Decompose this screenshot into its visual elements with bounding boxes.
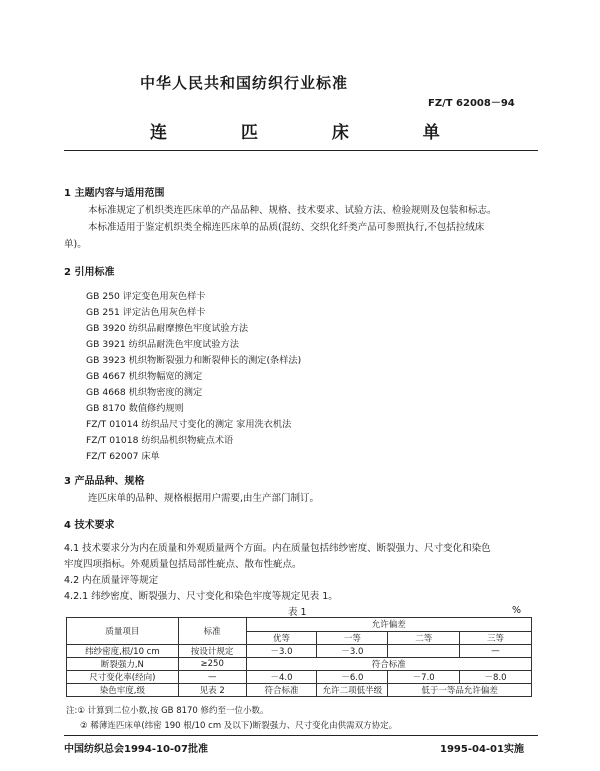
issuing-body: 中华人民共和国纺织行业标准 xyxy=(140,74,349,92)
table-row xyxy=(67,658,532,671)
table-row xyxy=(67,671,532,684)
section-4-heading: 4 技术要求 xyxy=(64,520,115,531)
cell-item: 纬纱密度,根/10 cm xyxy=(67,645,179,658)
clause-4-2-1: 4.2.1 纬纱密度、断裂强力、尺寸变化和染色牢度等规定见表 1。 xyxy=(64,591,338,602)
reference-item: GB 3921 纺织品耐洗色牢度试验方法 xyxy=(86,339,239,350)
clause-4-1-cont: 牢度四项指标。外观质量包括局部性疵点、散布性疵点。 xyxy=(64,559,302,570)
column-header-item: 质量项目 xyxy=(67,618,179,645)
header-rule xyxy=(64,150,538,151)
column-header-standard: 标准 xyxy=(178,618,246,645)
document-title: 连 匹 床 单 xyxy=(150,123,474,143)
section-1-paragraph-1: 本标准规定了机织类连匹床单的产品品种、规格、技术要求、试验方法、检验规则及包装和标志。 xyxy=(88,205,497,216)
cell-value: — xyxy=(460,645,532,658)
reference-item: GB 3923 机织物断裂强力和断裂伸长的测定(条样法) xyxy=(86,355,302,366)
table-caption: 表 1 xyxy=(288,607,307,618)
reference-item: GB 251 评定沾色用灰色样卡 xyxy=(86,307,206,318)
cell-value-merged: 低于一等品允许偏差 xyxy=(388,684,532,697)
grade-header: 二等 xyxy=(388,631,460,645)
reference-item: GB 4668 机织物密度的测定 xyxy=(86,387,203,398)
table-row xyxy=(67,645,532,658)
standard-code: FZ/T 62008－94 xyxy=(428,98,515,109)
cell-item: 尺寸变化率(经向) xyxy=(67,671,179,684)
cell-standard: ≥250 xyxy=(178,658,246,671)
cell-standard: 见表 2 xyxy=(178,684,246,697)
cell-value: 允许二项低半级 xyxy=(317,684,388,697)
cell-value: －6.0 xyxy=(317,671,388,684)
reference-item: GB 8170 数值修约规则 xyxy=(86,403,184,414)
section-3-paragraph: 连匹床单的品种、规格根据用户需要,由生产部门制订。 xyxy=(88,493,320,504)
table-header-row xyxy=(67,618,532,632)
section-1-heading: 1 主题内容与适用范围 xyxy=(64,188,165,199)
cell-standard: — xyxy=(178,671,246,684)
section-3-heading: 3 产品品种、规格 xyxy=(64,476,145,487)
reference-item: FZ/T 01014 纺织品尺寸变化的测定 家用洗衣机法 xyxy=(86,419,292,430)
reference-item: FZ/T 62007 床单 xyxy=(86,451,160,462)
reference-item: FZ/T 01018 纺织品机织物疵点术语 xyxy=(86,435,234,446)
section-1-paragraph-2-cont: 单)。 xyxy=(64,239,87,250)
table-note-1: 注:① 计算到二位小数,按 GB 8170 修约至一位小数。 xyxy=(66,706,269,716)
cell-value: －8.0 xyxy=(460,671,532,684)
table-note-2: ② 稀薄连匹床单(纬密 190 根/10 cm 及以下)断裂强力、尺寸变化由供需双方协定。 xyxy=(80,721,398,731)
cell-value-merged: 符合标准 xyxy=(246,658,531,671)
cell-value: －7.0 xyxy=(388,671,460,684)
cell-value xyxy=(388,645,460,658)
table-row xyxy=(67,684,532,697)
reference-item: GB 250 评定变色用灰色样卡 xyxy=(86,291,206,302)
reference-item: GB 4667 机织物幅宽的测定 xyxy=(86,371,203,382)
quality-table xyxy=(66,617,532,697)
grade-header: 三等 xyxy=(460,631,532,645)
section-1-paragraph-2: 本标准适用于鉴定机织类全棉连匹床单的品质(混纺、交织化纤类产品可参照执行,不包括拉绒床 xyxy=(88,222,485,233)
section-2-heading: 2 引用标准 xyxy=(64,267,115,278)
reference-item: GB 3920 纺织品耐摩擦色牢度试验方法 xyxy=(86,323,249,334)
table-unit: % xyxy=(512,605,522,616)
cell-value: －3.0 xyxy=(317,645,388,658)
clause-4-1: 4.1 技术要求分为内在质量和外观质量两个方面。内在质量包括纬纱密度、断裂强力、尺寸变化和染色 xyxy=(64,543,491,554)
cell-item: 染色牢度,级 xyxy=(67,684,179,697)
footer-rule xyxy=(64,735,538,736)
grade-header: 一等 xyxy=(317,631,388,645)
approval-date: 中国纺织总会1994-10-07批准 xyxy=(64,744,208,755)
grade-header: 优等 xyxy=(246,631,317,645)
cell-standard: 按设计规定 xyxy=(178,645,246,658)
clause-4-2: 4.2 内在质量评等规定 xyxy=(64,575,159,586)
cell-value: －3.0 xyxy=(246,645,317,658)
effective-date: 1995-04-01实施 xyxy=(440,744,524,755)
cell-value: 符合标准 xyxy=(246,684,317,697)
column-header-deviation: 允许偏差 xyxy=(246,618,531,632)
cell-value: －4.0 xyxy=(246,671,317,684)
cell-item: 断裂强力,N xyxy=(67,658,179,671)
